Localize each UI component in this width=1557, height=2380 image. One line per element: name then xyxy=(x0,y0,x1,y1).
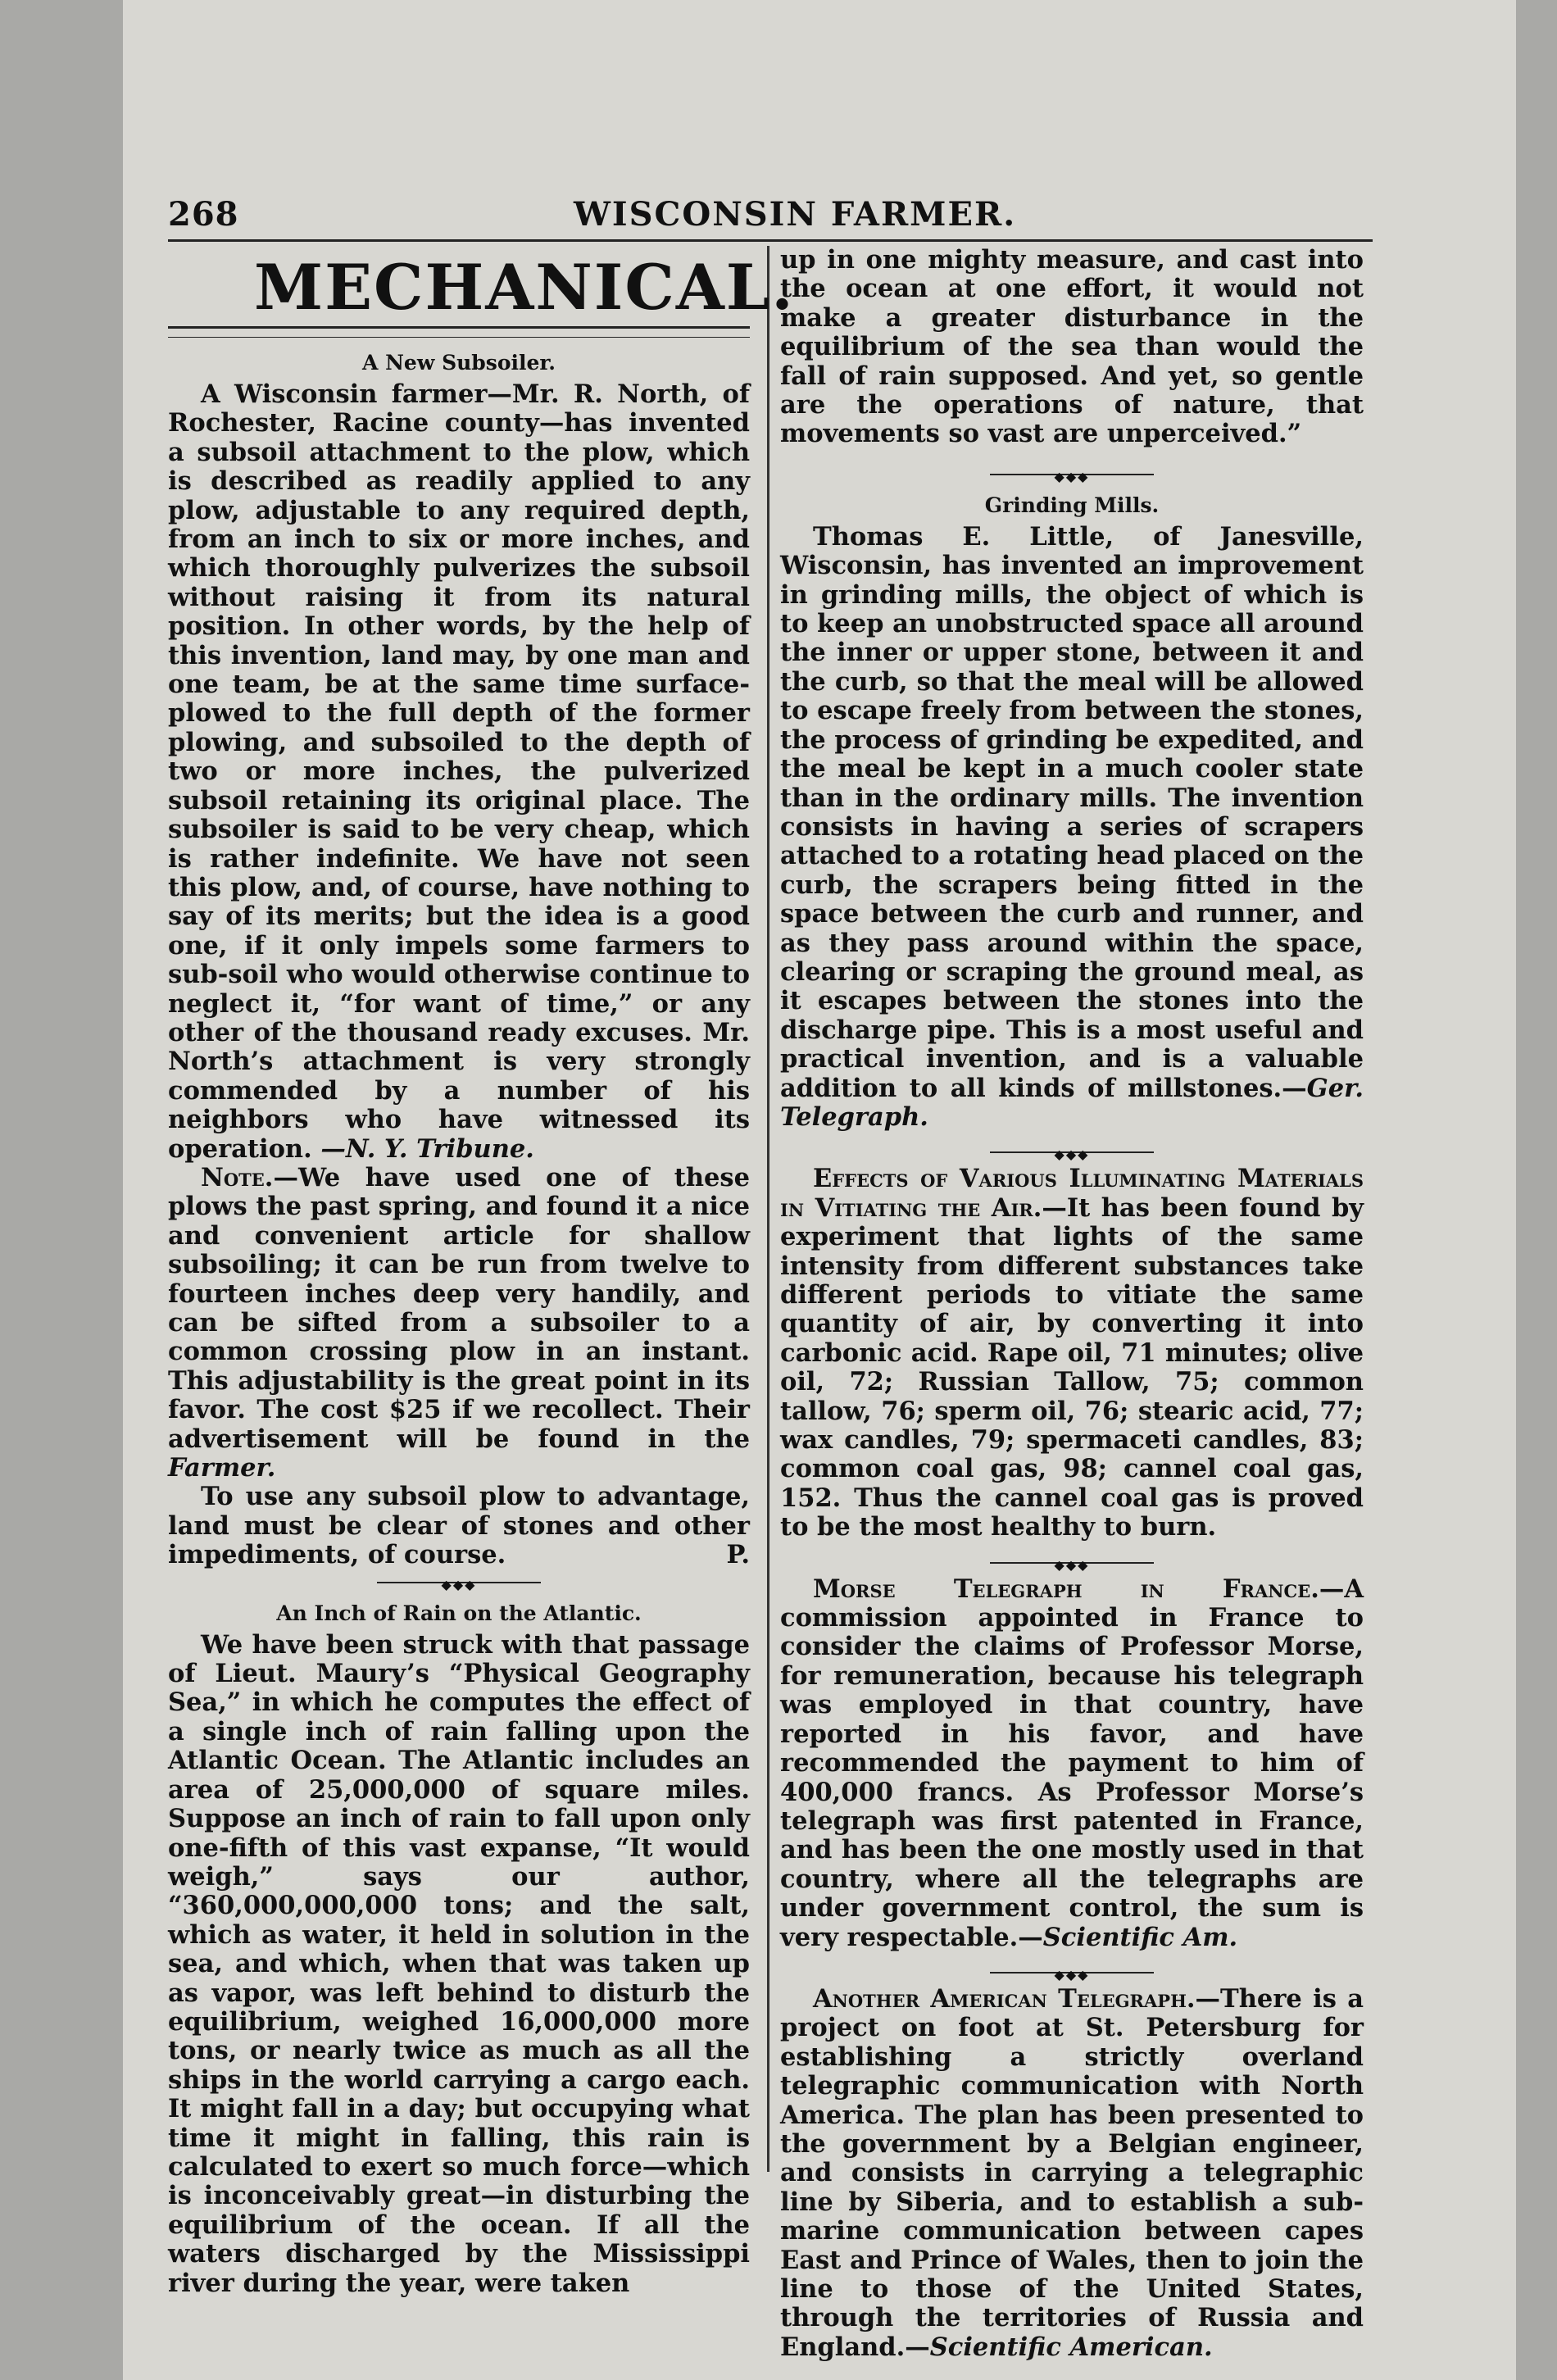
article-text: —There is a project on foot at St. Petersburg for establishing a strictly overland telegraphic communication with North America. The plan has been presented to the government by a Belgian engineer, and consists in carrying a telegraphic line by Siberia, and to establish a sub-marine communication between capes East and Prince of Wales, then to join the line to those of the United States, through the territories of Russia and England.— xyxy=(780,1983,1364,2362)
ornament-divider xyxy=(780,1551,1364,1575)
article-title-inch-of-rain: An Inch of Rain on the Atlantic. xyxy=(276,1601,642,1625)
article-body-grinding-mills xyxy=(780,523,1364,1133)
left-column xyxy=(168,246,795,2298)
article-body-inch-of-rain: We have been struck with that passage of Lieut. Maury’s “Physical Geography Sea,” in which he computes the effect of a single inch of rain falling upon the Atlantic Ocean. The Atlantic includes an area of 25,000,000 of square miles. Suppose an inch of rain to fall upon only one-fifth of this vast expanse, “It would weigh,” says our author, “360,000,000,000 tons; and the salt, which as water, it held in solution in the sea, and which, when that was taken up as vapor, was left behind to disturb the equilibrium, weighed 16,000,000 more tons, or nearly twice as much as all the ships in the world carrying a cargo each. It might fall in a day; but occupying what time it might in falling, this rain is calculated to exert so much force—which is inconceivably great—in disturbing the equilibrium of the ocean. If all the waters discharged by the Mississippi river during the year, were taken xyxy=(168,1629,750,2298)
column-divider xyxy=(767,246,769,2172)
note-text: —We have used one of these plows the past spring, and found it a nice and convenient article for shallow subsoiling; it can be run from twelve to fourteen inches deep very handily, and can be sifted from a subsoiler to a common crossing plow in an instant. This adjustability is the great point in its favor. The cost $25 if we recollect. Their advertisement will be found in the xyxy=(168,1162,750,1454)
ornament-divider xyxy=(780,1140,1364,1165)
article-source: Scientific American. xyxy=(929,2332,1213,2362)
article-title-grinding-mills: Grinding Mills. xyxy=(984,493,1160,517)
editor-note xyxy=(168,1164,750,1483)
right-column xyxy=(780,246,1364,2362)
section-rule xyxy=(168,326,750,338)
article-text: Thomas E. Little, of Janesville, Wisconsin, has invented an improvement in grinding mills, the object of which is to keep an unobstructed space all around the inner or upper stone, between it and the curb, so that the meal will be allowed to escape freely from between the stones, the process of grinding be expedited, and the meal be kept in a much cooler state than in the ordinary mills. The invention consists in having a series of scrapers attached to a rotating head placed on the curb, the scrapers being fitted in the space between the curb and runner, and as they pass around within the space, clearing or scraping the ground meal, as it escapes between the stones into the discharge pipe. This is a most useful and practical invention, and is a valuable addition to all kinds of millstones.— xyxy=(780,521,1364,1103)
editor-note-2 xyxy=(168,1483,750,1569)
note-italic: Farmer. xyxy=(168,1453,276,1483)
article-lead: Morse Telegraph in France. xyxy=(813,1574,1319,1604)
article-continued-inch-of-rain: up in one mighty measure, and cast into the ocean at one effort, it would not make a greater disturbance in the equilibrium of the sea than would the fall of rain supposed. And yet, so gentle are the operations of nature, that movements so vast are unperceived.” xyxy=(780,245,1364,449)
ornament-divider xyxy=(168,1570,750,1595)
page-number: 268 xyxy=(168,195,239,234)
article-american-telegraph xyxy=(780,1985,1364,2362)
article-text: —It has been found by experiment that lights of the same intensity from different substances take different periods to vitiate the same quantity of air, by converting it into carbonic acid. Rape oil, 71 minutes; olive oil, 72; Russian Tallow, 75; common tallow, 76; sperm oil, 76; stearic acid, 77; wax candles, 79; spermaceti candles, 83; common coal gas, 98; cannel coal gas, 152. Thus the cannel coal gas is proved to be the most healthy to burn. xyxy=(780,1192,1364,1542)
article-body-new-subsoiler xyxy=(168,380,750,1164)
article-source: Ger. Telegraph. xyxy=(780,1073,1364,1132)
article-source: —N. Y. Tribune. xyxy=(320,1133,534,1164)
ornament-divider xyxy=(780,1960,1364,1985)
article-text: —A commission appointed in France to consider the claims of Professor Morse, for remuneration, because his telegraph was employed in that country, have reported in his favor, and have recommended the payment to him of 400,000 francs. As Professor Morse’s telegraph was first patented in France, and has been the one mostly used in that country, where all the telegraphs are under government control, the sum is very respectable.— xyxy=(780,1574,1364,1952)
ornament-divider xyxy=(780,462,1364,487)
section-heading: MECHANICAL. xyxy=(254,251,795,324)
article-title-new-subsoiler: A New Subsoiler. xyxy=(361,351,556,375)
article-lead: Another American Telegraph. xyxy=(813,1983,1196,2014)
article-lead: Effects of Various Illuminating Materials in Vitiating the Air. xyxy=(780,1164,1364,1223)
running-title: WISCONSIN FARMER. xyxy=(574,195,1017,234)
article-text: A Wisconsin farmer—Mr. R. North, of Rochester, Racine county—has invented a subsoil attachment to the plow, which is described as readily applied to any plow, adjustable to any required depth, from an inch to six or more inches, and which thoroughly pulverizes the subsoil without raising it from its natural position. In other words, by the help of this invention, land may, by one man and one team, be at the same time surface-plowed to the full depth of the former plowing, and subsoiled to the depth of two or more inches, the pulverized subsoil retaining its original place. The subsoiler is said to be very cheap, which is rather indefinite. We have not seen this plow, and, of course, have nothing to say of its merits; but the idea is a good one, if it only impels some farmers to sub-soil who would otherwise continue to neglect it, “for want of time,” or any other of the thousand ready excuses. Mr. North’s attachment is very strongly commended by a number of his neighbors who have witnessed its operation. xyxy=(168,379,750,1164)
note2-signature: P. xyxy=(726,1540,750,1570)
note-label: Note. xyxy=(201,1162,274,1192)
article-morse-telegraph xyxy=(780,1575,1364,1952)
article-illuminating-materials xyxy=(780,1165,1364,1542)
article-source: Scientific Am. xyxy=(1042,1922,1238,1952)
note2-text: To use any subsoil plow to advantage, land must be clear of stones and other impediments, of course. xyxy=(168,1482,750,1570)
header-rule xyxy=(168,239,1373,242)
